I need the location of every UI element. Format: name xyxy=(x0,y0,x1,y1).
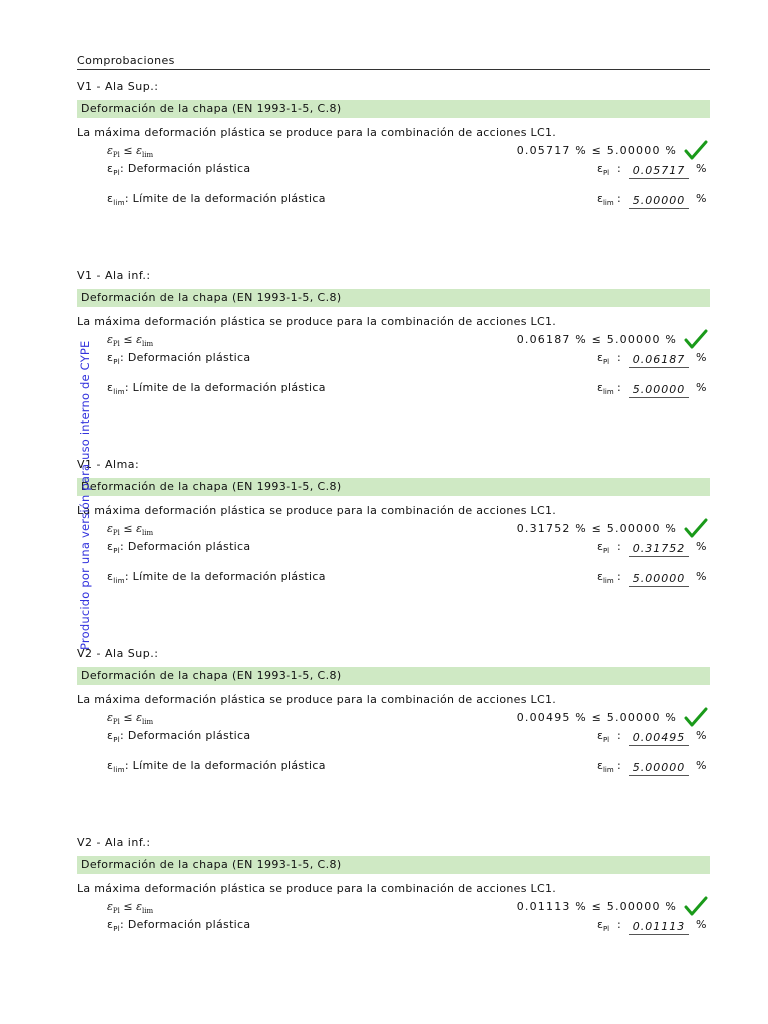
check-section xyxy=(77,80,710,260)
variable-value: 0.31752 xyxy=(629,542,689,557)
check-section xyxy=(77,269,710,449)
variable-label: $\varepsilon_{Pl}$: Deformación plástica xyxy=(107,918,251,934)
variable-value: 0.01113 xyxy=(629,920,689,935)
variable-symbol: $\varepsilon_{Pl}$ xyxy=(597,918,610,934)
check-result: 0.00495 % ≤ 5.00000 % xyxy=(516,711,677,724)
variable-symbol: $\varepsilon_{lim}$ xyxy=(597,570,614,586)
variable-row: $\varepsilon_{Pl}$: Deformación plástica $\varepsilon_{Pl}$ : 0.01113 % xyxy=(107,918,707,934)
check-result: 0.06187 % ≤ 5.00000 % xyxy=(516,333,677,346)
section-banner: Deformación de la chapa (EN 1993-1-5, C.8) xyxy=(77,478,710,496)
variable-value: 5.00000 xyxy=(629,761,689,776)
condition-formula: $\varepsilon_{Pl} \le \varepsilon_{lim}$ xyxy=(107,522,154,538)
variable-unit: % xyxy=(696,351,707,364)
section-title: V2 - Ala Sup.: xyxy=(77,647,159,660)
condition-formula: $\varepsilon_{Pl} \le \varepsilon_{lim}$ xyxy=(107,900,154,916)
variable-row: $\varepsilon_{Pl}$: Deformación plástica $\varepsilon_{Pl}$ : 0.06187 % xyxy=(107,351,707,367)
page-heading: Comprobaciones xyxy=(77,54,710,70)
variable-label: $\varepsilon_{Pl}$: Deformación plástica xyxy=(107,351,251,367)
variable-symbol: $\varepsilon_{Pl}$ xyxy=(597,351,610,367)
variable-label: $\varepsilon_{Pl}$: Deformación plástica xyxy=(107,162,251,178)
variable-unit: % xyxy=(696,540,707,553)
condition-formula: $\varepsilon_{Pl} \le \varepsilon_{lim}$ xyxy=(107,711,154,727)
variable-unit: % xyxy=(696,759,707,772)
variable-row: $\varepsilon_{lim}$: Límite de la deformación plástica $\varepsilon_{lim}$ : 5.00000 % xyxy=(107,192,707,208)
variable-label: $\varepsilon_{lim}$: Límite de la deformación plástica xyxy=(107,381,326,397)
variable-label: $\varepsilon_{Pl}$: Deformación plástica xyxy=(107,540,251,556)
variable-unit: % xyxy=(696,192,707,205)
variable-unit: % xyxy=(696,570,707,583)
section-banner: Deformación de la chapa (EN 1993-1-5, C.8) xyxy=(77,289,710,307)
section-sentence: La máxima deformación plástica se produce para la combinación de acciones LC1. xyxy=(77,882,557,895)
variable-label: $\varepsilon_{Pl}$: Deformación plástica xyxy=(107,729,251,745)
variable-symbol: $\varepsilon_{lim}$ xyxy=(597,192,614,208)
variable-value: 0.06187 xyxy=(629,353,689,368)
variable-unit: % xyxy=(696,162,707,175)
section-title: V1 - Ala inf.: xyxy=(77,269,151,282)
variable-label: $\varepsilon_{lim}$: Límite de la deformación plástica xyxy=(107,759,326,775)
variable-row: $\varepsilon_{lim}$: Límite de la deformación plástica $\varepsilon_{lim}$ : 5.00000 % xyxy=(107,381,707,397)
section-banner: Deformación de la chapa (EN 1993-1-5, C.8) xyxy=(77,100,710,118)
variable-row: $\varepsilon_{lim}$: Límite de la deformación plástica $\varepsilon_{lim}$ : 5.00000 % xyxy=(107,570,707,586)
variable-row: $\varepsilon_{Pl}$: Deformación plástica $\varepsilon_{Pl}$ : 0.05717 % xyxy=(107,162,707,178)
section-title: V1 - Alma: xyxy=(77,458,140,471)
variable-symbol: $\varepsilon_{Pl}$ xyxy=(597,729,610,745)
check-section xyxy=(77,836,710,1016)
section-sentence: La máxima deformación plástica se produce para la combinación de acciones LC1. xyxy=(77,693,557,706)
checkmark-icon xyxy=(684,328,708,350)
condition-formula: $\varepsilon_{Pl} \le \varepsilon_{lim}$ xyxy=(107,144,154,160)
section-banner: Deformación de la chapa (EN 1993-1-5, C.8) xyxy=(77,856,710,874)
checkmark-icon xyxy=(684,895,708,917)
variable-value: 5.00000 xyxy=(629,572,689,587)
variable-label: $\varepsilon_{lim}$: Límite de la deformación plástica xyxy=(107,570,326,586)
section-sentence: La máxima deformación plástica se produce para la combinación de acciones LC1. xyxy=(77,504,557,517)
section-title: V2 - Ala inf.: xyxy=(77,836,151,849)
variable-symbol: $\varepsilon_{Pl}$ xyxy=(597,162,610,178)
section-title: V1 - Ala Sup.: xyxy=(77,80,159,93)
check-result: 0.05717 % ≤ 5.00000 % xyxy=(516,144,677,157)
variable-row: $\varepsilon_{Pl}$: Deformación plástica $\varepsilon_{Pl}$ : 0.31752 % xyxy=(107,540,707,556)
check-result: 0.01113 % ≤ 5.00000 % xyxy=(516,900,677,913)
variable-value: 0.05717 xyxy=(629,164,689,179)
variable-unit: % xyxy=(696,918,707,931)
variable-symbol: $\varepsilon_{lim}$ xyxy=(597,759,614,775)
variable-unit: % xyxy=(696,729,707,742)
condition-formula: $\varepsilon_{Pl} \le \varepsilon_{lim}$ xyxy=(107,333,154,349)
section-banner: Deformación de la chapa (EN 1993-1-5, C.8) xyxy=(77,667,710,685)
check-section xyxy=(77,458,710,638)
variable-symbol: $\varepsilon_{lim}$ xyxy=(597,381,614,397)
variable-unit: % xyxy=(696,381,707,394)
variable-symbol: $\varepsilon_{Pl}$ xyxy=(597,540,610,556)
checkmark-icon xyxy=(684,706,708,728)
check-section xyxy=(77,647,710,827)
variable-value: 0.00495 xyxy=(629,731,689,746)
check-result: 0.31752 % ≤ 5.00000 % xyxy=(516,522,677,535)
variable-value: 5.00000 xyxy=(629,194,689,209)
variable-value: 5.00000 xyxy=(629,383,689,398)
checkmark-icon xyxy=(684,517,708,539)
watermark-link[interactable]: Producido por una versión para uso interno de CYPE xyxy=(78,340,92,650)
variable-row: $\varepsilon_{Pl}$: Deformación plástica $\varepsilon_{Pl}$ : 0.00495 % xyxy=(107,729,707,745)
section-sentence: La máxima deformación plástica se produce para la combinación de acciones LC1. xyxy=(77,126,557,139)
section-sentence: La máxima deformación plástica se produce para la combinación de acciones LC1. xyxy=(77,315,557,328)
variable-row: $\varepsilon_{lim}$: Límite de la deformación plástica $\varepsilon_{lim}$ : 5.00000 % xyxy=(107,759,707,775)
variable-label: $\varepsilon_{lim}$: Límite de la deformación plástica xyxy=(107,192,326,208)
checkmark-icon xyxy=(684,139,708,161)
